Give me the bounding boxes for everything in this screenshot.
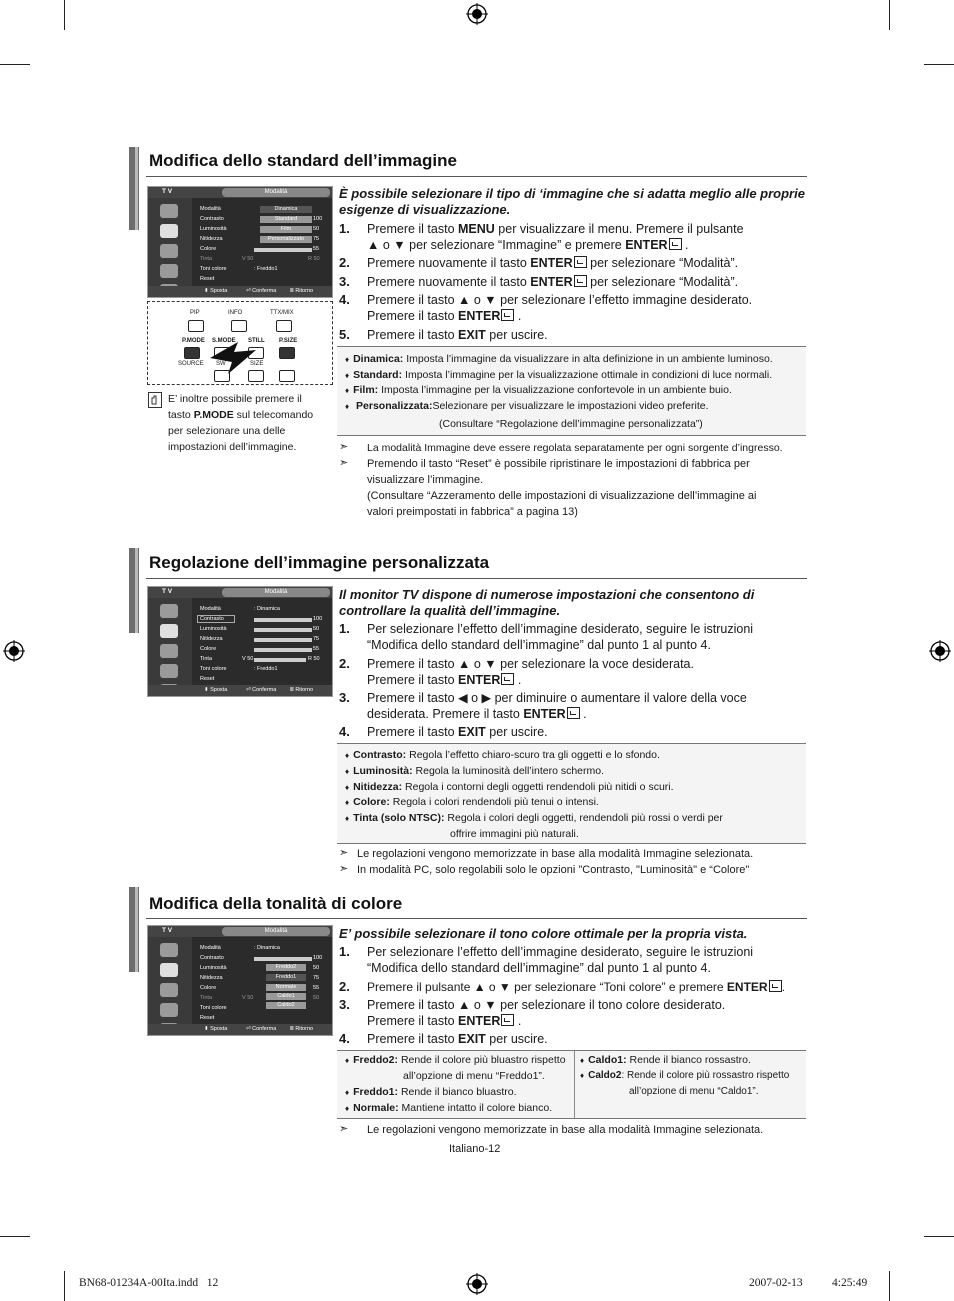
section-title: Regolazione dell’immagine personalizzata <box>149 553 490 572</box>
settings-description-box: ♦ Contrasto: Regola l’effetto chiaro-scuro tra gli oggetti e lo sfondo. ♦ Luminosità: Regola la luminosità dell’intero schermo. ♦ Nitidezza: Regola i contorni degli oggetti rendendoli più nitidi o scuri. ♦ Colore: Regola i colori rendendoli più tenui o intensi. ♦ Tinta (solo NTSC): Regola i colori degli oggetti, rendendoli più rossi o verdi per offrire immagini più naturali. <box>337 743 806 844</box>
section-intro: E’ possibile selezionare il tono colore ottimale per la propria vista. <box>339 926 748 941</box>
side-note-line: per selezionare una delle <box>168 425 286 437</box>
registration-mark-icon <box>929 640 951 662</box>
pointer-hand-icon <box>208 340 258 380</box>
registration-mark-icon <box>466 3 488 25</box>
osd-screen-mode: T V Modalità Modalità Contrasto Luminosità Nitidezza Colore Tinta Toni colore Reset Dinamica Standard Film Personalizzato V 50 100 50 75 55 R 50 : Freddo1 ⬍ Sposta ⏎ Conferma Ⅲ Ritorno <box>147 186 333 298</box>
registration-mark-icon <box>466 1273 488 1295</box>
registration-mark-icon <box>3 640 25 662</box>
color-tone-description-box: ♦ Freddo2: Rende il colore più bluastro rispetto all’opzione di menu “Freddo1”. ♦ Freddo1: Rende il bianco bluastro. ♦ Normale: Mantiene intatto il colore bianco. ♦ Caldo1: Rende il bianco rossastro. ♦ Caldo2: Rende il colore più rossastro rispetto all’opzione di menu “Caldo1”. <box>337 1050 806 1119</box>
section-intro: È possibile selezionare il tipo di ‘immagine che si adatta meglio alle proprie esigenze di visualizzazione. <box>339 186 805 217</box>
footer-file: BN68-01234A-00Ita.indd 12 <box>79 1277 219 1289</box>
side-note-line: impostazioni dell’immagine. <box>168 441 297 453</box>
section-intro: Il monitor TV dispone di numerose impostazioni che consentono di controllare la qualità dell’immagine. <box>339 587 755 618</box>
section-bar <box>135 887 138 972</box>
remote-note-icon <box>148 392 162 408</box>
section-divider <box>146 918 807 919</box>
side-note-line: E’ inoltre possibile premere il <box>168 393 302 405</box>
footer-date: 2007-02-13 ￿￿ 4:25:49 <box>749 1277 868 1289</box>
page-number: Italiano-12 <box>449 1143 501 1155</box>
section-title: Modifica dello standard dell’immagine <box>149 151 457 170</box>
section-bar <box>135 147 138 230</box>
osd-screen-custom: T V Modalità Modalità Contrasto Luminosità Nitidezza Colore Tinta Toni colore Reset : Dinamica V 50 100 50 75 55 R 50 : Freddo1 ⬍ Sposta ⏎ Conferma Ⅲ Ritorno <box>147 586 333 697</box>
section-divider <box>146 578 807 579</box>
section-bar <box>135 548 138 633</box>
remote-control-illustration: PIP INFO TTX/MIX P.MODE S.MODE STILL P.SIZE SOURCE SW SIZE <box>147 301 333 385</box>
section-title: Modifica della tonalità di colore <box>149 894 403 913</box>
mode-description-box: ♦ Dinamica: Imposta l’immagine da visualizzare in alta definizione in un ambiente luminoso. ♦ Standard: Imposta l’immagine per la visualizzazione ottimale in condizioni di luce normali. ♦ Film: Imposta l’immagine per la visualizzazione confortevole in un ambiente buio. ♦ Personalizzata:Selezionare per visualizzare le impostazioni video preferite. (Consultare “Regolazione dell’immagine personalizzata”) <box>337 346 806 436</box>
osd-screen-color-tone: T V Modalità Modalità Contrasto Luminosità Nitidezza Colore Tinta Toni colore Reset : Dinamica Freddo2 Freddo1 Normale Caldo1 Caldo2 V 50 100 50 75 55 50 ⬍ Sposta ⏎ Conferma Ⅲ Ritorno <box>147 925 333 1036</box>
section-divider <box>146 176 807 177</box>
side-note-line: tasto P.MODE sul telecomando <box>168 409 314 421</box>
